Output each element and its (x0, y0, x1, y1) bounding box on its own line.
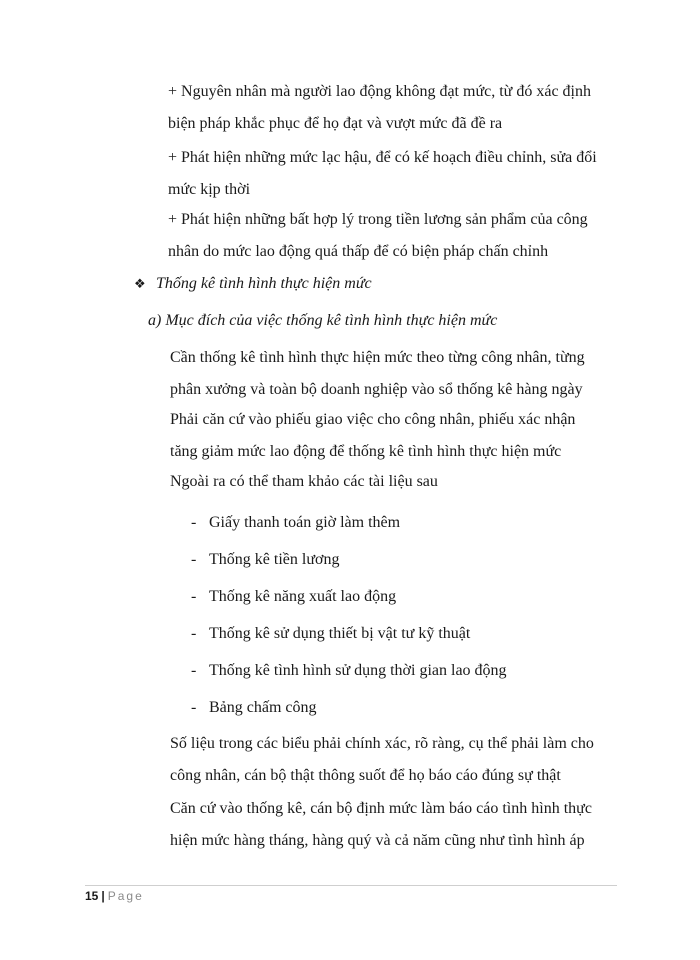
page-footer (85, 887, 144, 905)
list-dash: - (191, 625, 197, 642)
plus-item-1-line-2: biện pháp khắc phục để họ đạt và vượt mức đã đề ra (168, 115, 503, 132)
paragraph-2-line-2: tăng giảm mức lao động để thống kê tình hình thực hiện mức (170, 443, 562, 460)
list-item (191, 585, 396, 609)
section-heading (134, 272, 372, 297)
list-dash: - (191, 514, 197, 531)
list-item-text: Thống kê sử dụng thiết bị vật tư kỹ thuật (209, 625, 471, 642)
diamond-bullet-icon: ❖ (134, 277, 146, 292)
paragraph-4-line-2: hiện mức hàng tháng, hàng quý và cả năm cũng như tình hình áp (170, 832, 585, 849)
page-number: 15 (85, 889, 99, 903)
section-heading-text: Thống kê tình hình thực hiện mức (156, 275, 372, 292)
list-dash: - (191, 662, 197, 679)
plus-item-3-line-1: + Phát hiện những bất hợp lý trong tiền lương sản phẩm của công (168, 211, 588, 228)
list-item (191, 511, 400, 535)
paragraph-3-line-2: công nhân, cán bộ thật thông suốt để họ báo cáo đúng sự thật (170, 767, 561, 784)
footer-separator: | (101, 889, 105, 903)
plus-item-2 (168, 142, 597, 206)
plus-item-2-line-2: mức kịp thời (168, 181, 251, 198)
paragraph-4-line-1: Căn cứ vào thống kê, cán bộ định mức làm báo cáo tình hình thực (170, 800, 592, 817)
list-dash: - (191, 588, 197, 605)
paragraph-3-line-1: Số liệu trong các biểu phải chính xác, rõ ràng, cụ thể phải làm cho (170, 735, 594, 752)
footer-divider (85, 885, 617, 886)
paragraph-1 (170, 342, 585, 406)
paragraph-3 (170, 728, 594, 792)
list-item (191, 622, 470, 646)
list-dash: - (191, 699, 197, 716)
list-item (191, 659, 507, 683)
list-item (191, 548, 339, 572)
list-item-text: Thống kê năng xuất lao động (209, 588, 397, 605)
paragraph-1-line-1: Cần thống kê tình hình thực hiện mức theo từng công nhân, từng (170, 349, 585, 366)
plus-item-3 (168, 204, 588, 268)
list-item-text: Giấy thanh toán giờ làm thêm (209, 514, 401, 531)
list-item (191, 696, 317, 720)
paragraph-1-line-2: phân xưởng và toàn bộ doanh nghiệp vào sổ thống kê hàng ngày (170, 381, 583, 398)
plus-item-1-line-1: + Nguyên nhân mà người lao động không đạt mức, từ đó xác định (168, 83, 591, 100)
plus-item-2-line-1: + Phát hiện những mức lạc hậu, để có kế hoạch điều chỉnh, sửa đổi (168, 149, 597, 166)
subsection-heading-a: a) Mục đích của việc thống kê tình hình thực hiện mức (148, 312, 498, 329)
list-intro: Ngoài ra có thể tham khảo các tài liệu sau (170, 473, 438, 490)
paragraph-2-line-1: Phải căn cứ vào phiếu giao việc cho công nhân, phiếu xác nhận (170, 411, 576, 428)
page-label: Page (107, 889, 144, 903)
plus-item-3-line-2: nhân do mức lao động quá thấp để có biện pháp chấn chỉnh (168, 243, 549, 260)
list-dash: - (191, 551, 197, 568)
paragraph-4 (170, 793, 592, 857)
list-item-text: Thống kê tình hình sử dụng thời gian lao động (209, 662, 507, 679)
plus-item-1 (168, 76, 591, 140)
paragraph-2 (170, 404, 575, 468)
list-item-text: Bảng chấm công (209, 699, 317, 716)
list-item-text: Thống kê tiền lương (209, 551, 340, 568)
